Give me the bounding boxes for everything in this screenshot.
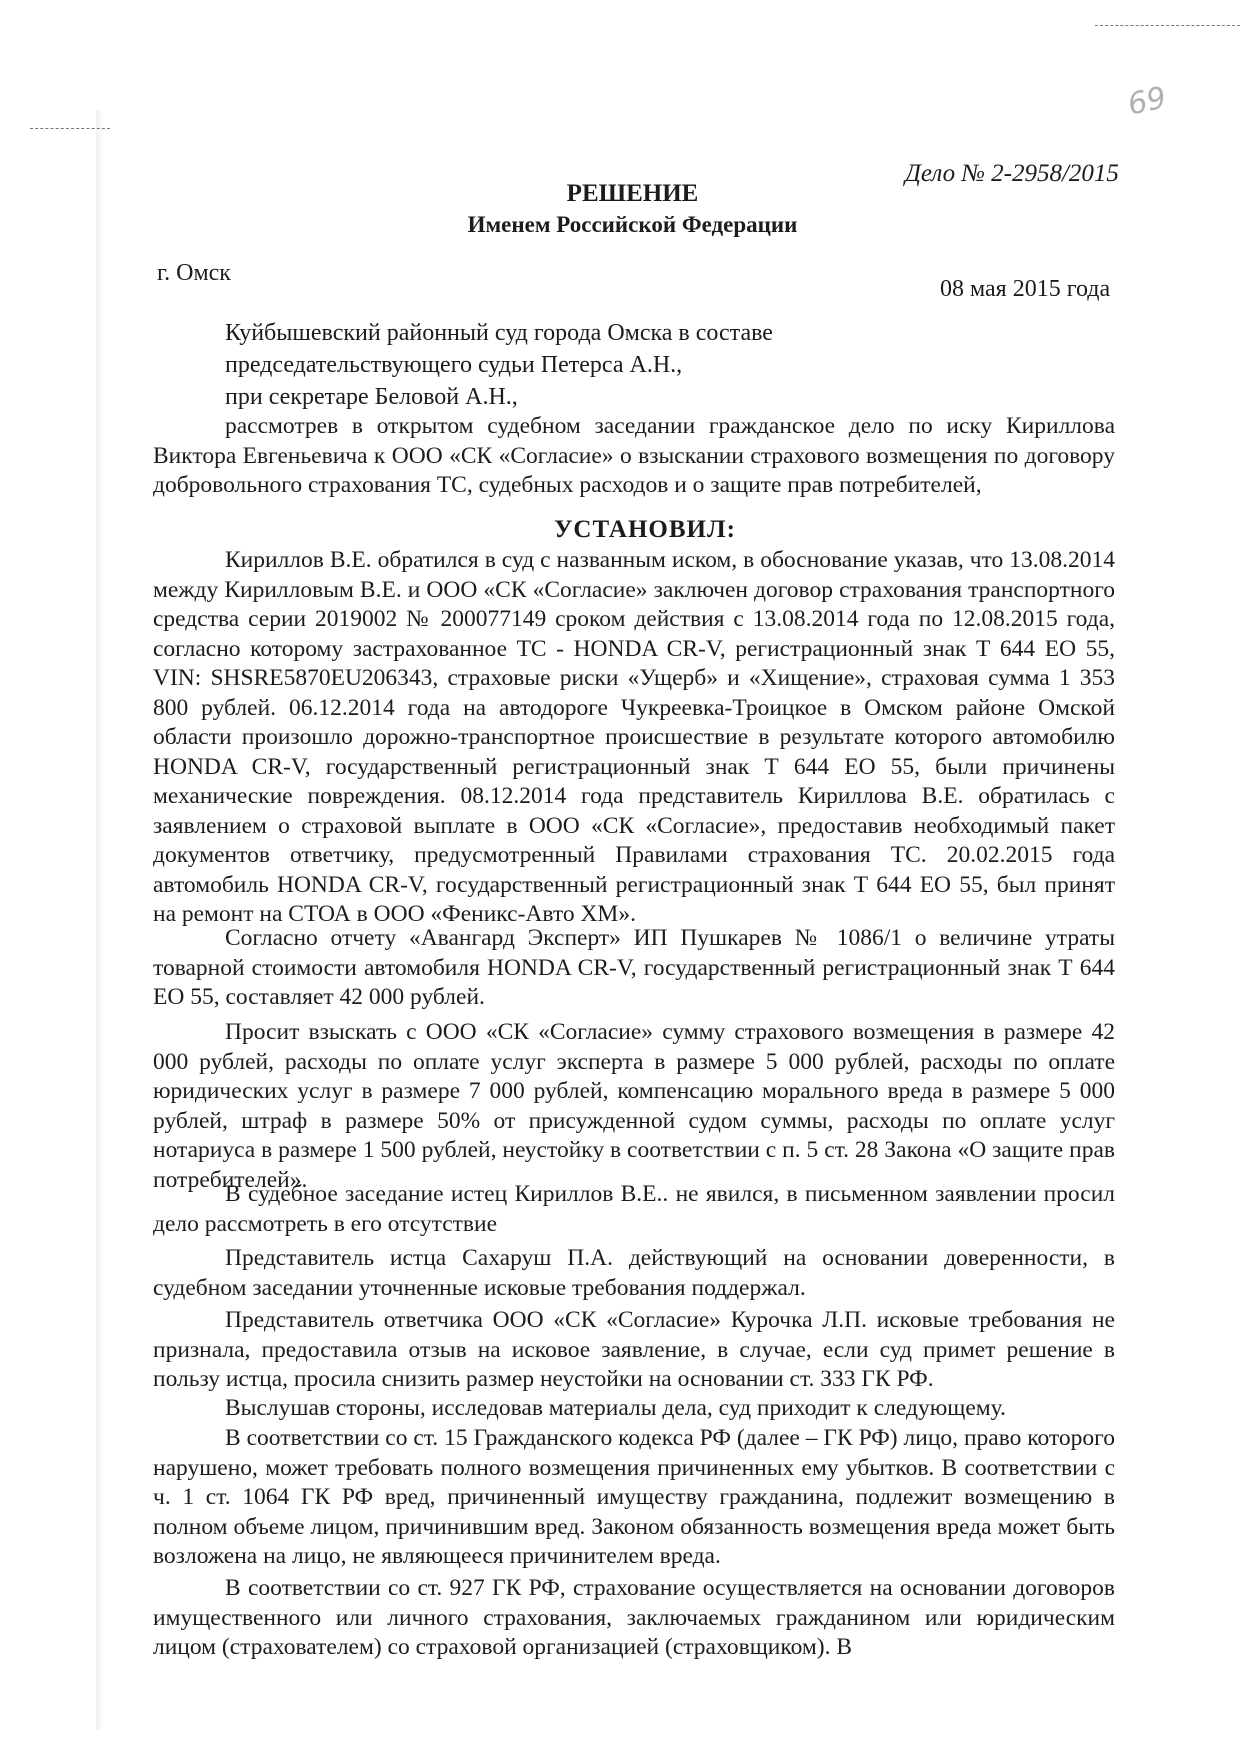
section-heading: УСТАНОВИЛ: [554, 516, 736, 543]
scan-edge-mark [30, 128, 110, 129]
scan-shadow [96, 110, 104, 1730]
intro-line: председательствующего судьи Петерса А.Н., [225, 352, 683, 378]
paragraph: Представитель истца Сахаруш П.А. действующий на основании доверенности, в судебном заседании уточненные исковые требования поддержал. [153, 1245, 1115, 1301]
page-number: 69 [1124, 80, 1170, 123]
city: г. Омск [157, 260, 231, 286]
decision-date: 08 мая 2015 года [940, 276, 1111, 302]
document-title: РЕШЕНИЕ [566, 180, 699, 207]
paragraph: В соответствии со ст. 927 ГК РФ, страхование осуществляется на основании договоров имущественного или личного страхования, заключаемых гражданином или юридическим лицом (страхователем) со страховой организацией (страховщиком). В [153, 1575, 1115, 1660]
paragraph: В судебное заседание истец Кириллов В.Е.. не явился, в письменном заявлении просил дело рассмотреть в его отсутствие [153, 1181, 1115, 1237]
paragraph: Выслушав стороны, исследовав материалы дела, суд приходит к следующему. [225, 1395, 1006, 1421]
scan-edge-mark [1095, 25, 1240, 26]
paragraph: Просит взыскать с ООО «СК «Согласие» сумму страхового возмещения в размере 42 000 рублей, расходы по оплате услуг эксперта в размере 5 000 рублей, расходы по оплате юридических услуг в размере 7 000 рублей, компенсацию морального вреда в размере 5 000 рублей, штраф в размере 50% от присужденной судом суммы, расходы по оплате услуг нотариуса в размере 1 500 рублей, неустойку в соответствии с п. 5 ст. 28 Закона «О защите прав потребителей». [153, 1019, 1115, 1193]
paragraph: рассмотрев в открытом судебном заседании гражданское дело по иску Кириллова Виктора Евгеньевича к ООО «СК «Согласие» о взыскании страхового возмещения по договору добровольного страхования ТС, судебных расходов и о защите прав потребителей, [153, 413, 1115, 498]
document-subtitle: Именем Российской Федерации [467, 212, 798, 237]
case-number: Дело № 2-2958/2015 [905, 160, 1119, 187]
paragraph: Представитель ответчика ООО «СК «Согласие» Курочка Л.П. исковые требования не признала, предоставила отзыв на исковое заявление, в случае, если суд примет решение в пользу истца, просила снизить размер неустойки на основании ст. 333 ГК РФ. [153, 1307, 1115, 1392]
paragraph: В соответствии со ст. 15 Гражданского кодекса РФ (далее – ГК РФ) лицо, право которого нарушено, может требовать полного возмещения причиненных ему убытков. В соответствии с ч. 1 ст. 1064 ГК РФ вред, причиненный имуществу гражданина, подлежит возмещению в полном объеме лицом, причинившим вред. Законом обязанность возмещения вреда может быть возложена на лицо, не являющееся причинителем вреда. [153, 1425, 1115, 1569]
paragraph: Согласно отчету «Авангард Эксперт» ИП Пушкарев № 1086/1 о величине утраты товарной стоимости автомобиля HONDA CR-V, государственный регистрационный знак Т 644 ЕО 55, составляет 42 000 рублей. [153, 925, 1115, 1010]
paragraph: Кириллов В.Е. обратился в суд с названным иском, в обоснование указав, что 13.08.2014 между Кирилловым В.Е. и ООО «СК «Согласие» заключен договор страхования транспортного средства серии 2019002 № 200077149 сроком действия с 13.08.2014 года по 12.08.2015 года, согласно которому застрахованное ТС - HONDA CR-V, регистрационный знак Т 644 ЕО 55, VIN: SHSRE5870EU206343, страховые риски «Ущерб» и «Хищение», страховая сумма 1 353 800 рублей. 06.12.2014 года на автодороге Чукреевка-Троицкое в Омском районе Омской области произошло дорожно-транспортное происшествие в результате которого автомобилю HONDA CR-V, государственный регистрационный знак Т 644 ЕО 55, были причинены механические повреждения. 08.12.2014 года представитель Кириллова В.Е. обратилась с заявлением о страховой выплате в ООО «СК «Согласие», предоставив необходимый пакет документов ответчику, предусмотренный Правилами страхования ТС. 20.02.2015 года автомобиль HONDA CR-V, государственный регистрационный знак Т 644 ЕО 55, был принят на ремонт на СТОА в ООО «Феникс-Авто ХМ». [153, 547, 1115, 927]
intro-line: Куйбышевский районный суд города Омска в составе [225, 320, 773, 346]
intro-line: при секретаре Беловой А.Н., [225, 384, 518, 410]
